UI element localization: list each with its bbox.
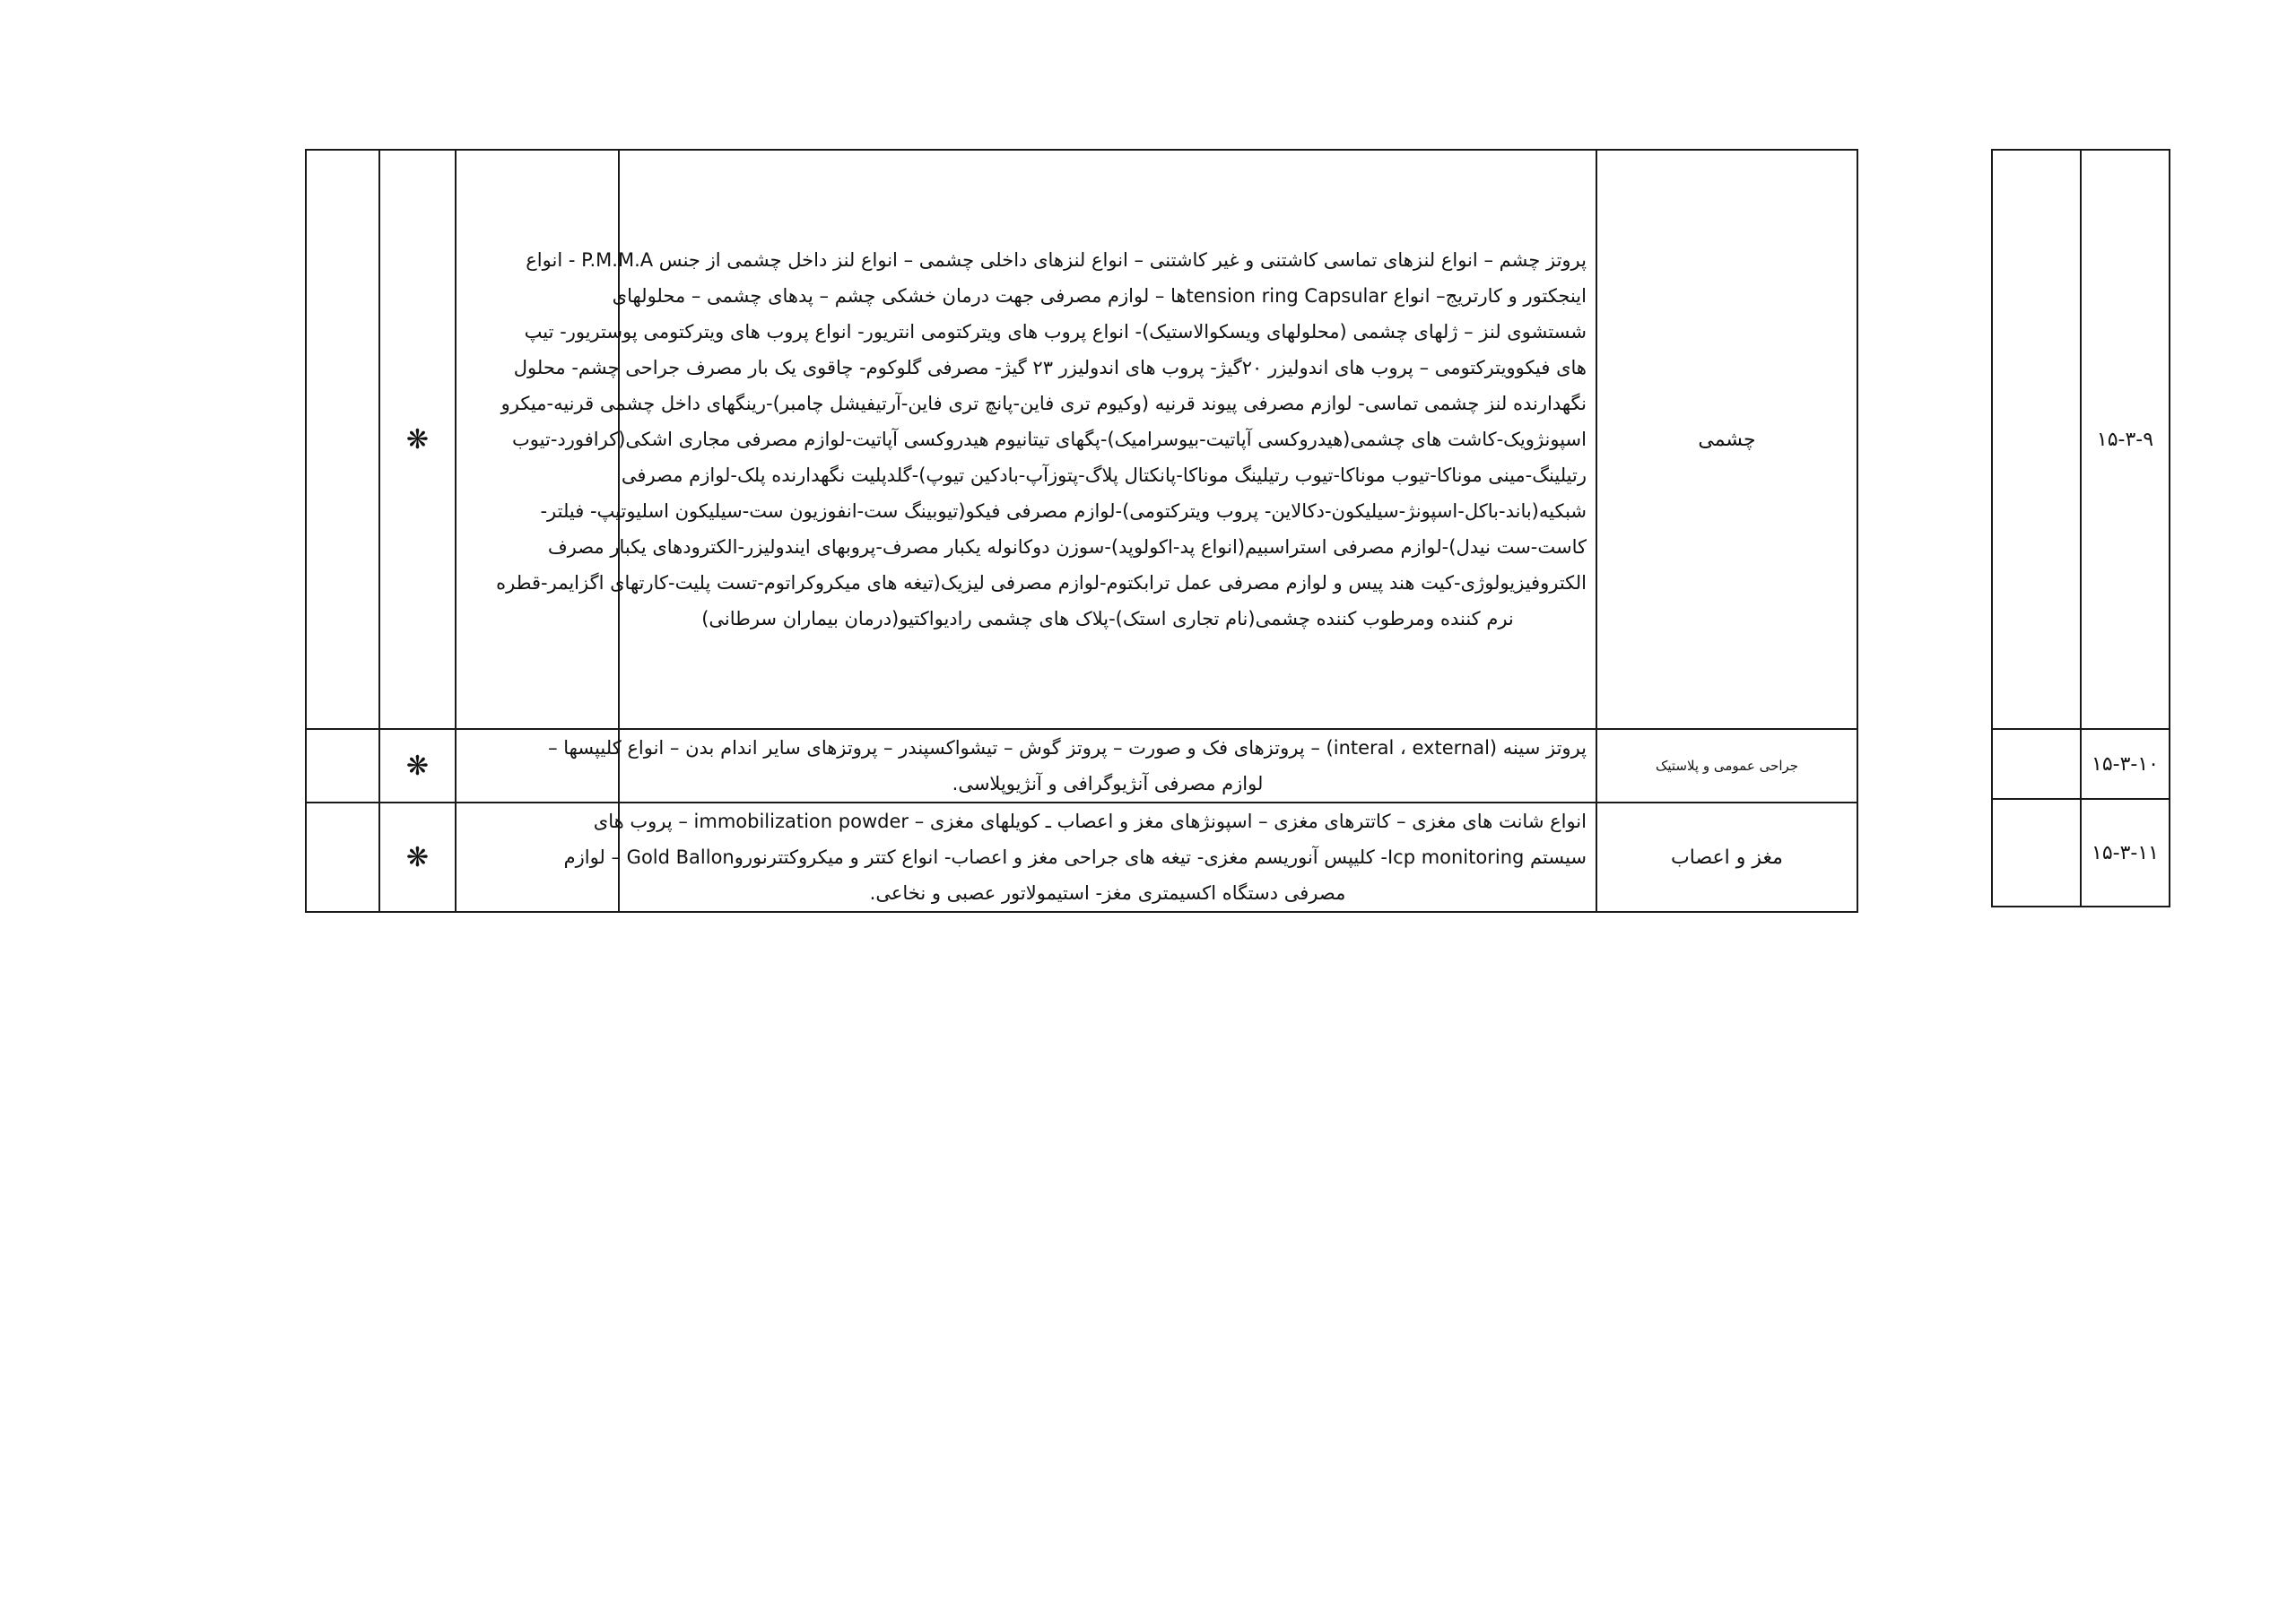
description-line: مصرفی دستگاه اکسیمتری مغز- استیمولاتور عصبی و نخاعی. [869, 882, 1346, 904]
description-cell [548, 729, 1596, 803]
description-line: رتیلینگ-مینی موناکا-تیوب موناکا-تیوب رتیلینگ موناکا-پانکتال پلاگ-پتوزآپ-بادکین تیوپ)-گلدپلیت نگهدارنده پلک-لوازم مصرفی [621, 464, 1587, 486]
asterisk-mark-icon: ❋ [379, 150, 456, 729]
empty-cell [1992, 729, 2081, 799]
table-row [306, 729, 1857, 803]
description-line: الکتروفیزیولوژی-کیت هند پیس و لوازم مصرفی عمل ترابکتوم-لوازم مصرفی لیزیک(تیغه های میکروکراتوم-تست پلیت-کارتهای اگزایمر-قطره [496, 572, 1587, 594]
description-line: شبکیه(باند-باکل-اسپونژ-سیلیکون-دکالاین- پروب ویترکتومی)-لوازم مصرفی فیکو(تیوبینگ ست-انفوزیون ست-سیلیکون اسلیوتیپ- فیلتر- [540, 500, 1587, 522]
asterisk-mark-icon: ❋ [379, 729, 456, 803]
description-line: نرم کننده ومرطوب کننده چشمی(نام تجاری استک)-پلاک های چشمی رادیواکتیو(درمان بیماران سرطانی) [701, 608, 1514, 629]
description-line: لوازم مصرفی آنژیوگرافی و آنژیوپلاسی. [952, 773, 1264, 794]
description-line: سیستم Icp monitoring- کلیپس آنوریسم مغزی- تیغه های جراحی مغز و اعصاب- انواع کتتر و میکروکتترنوروGold Ballon – لوازم [563, 846, 1587, 868]
empty-cell [1992, 150, 2081, 729]
description-line: اینجکتور و کارتریج– انواع tension ring Capsularها – لوازم مصرفی جهت درمان خشکی چشم – پدهای چشمی – محلولهای [612, 285, 1587, 307]
table-row [1992, 799, 2170, 907]
description-line: کاست-ست نیدل)-لوازم مصرفی استراسبیم(انواع پد-اکولوپد)-سوزن دوکانوله یکبار مصرف-پروبهای ایندولیزر-الکترودهای یکبار مصرف [547, 536, 1587, 558]
description-cell [496, 150, 1596, 729]
table-row [1992, 729, 2170, 799]
empty-cell [1992, 799, 2081, 907]
category-cell: مغز و اعصاب [1596, 803, 1857, 912]
category-cell: چشمی [1596, 150, 1857, 729]
asterisk-mark-icon: ❋ [379, 803, 456, 912]
category-cell: جراحی عمومی و پلاستیک [1596, 729, 1857, 803]
table-row [306, 150, 1857, 729]
empty-cell [306, 803, 379, 912]
description-line: های فیکوویترکتومی – پروب های اندولیزر ۲۰گیژ- پروب های اندولیزر ۲۳ گیژ- مصرفی گلوکوم- چاقوی یک بار مصرف جراحی چشم- محلول [513, 357, 1587, 378]
table-row [1992, 150, 2170, 729]
description-cell [563, 803, 1596, 912]
item-code: ۱۵-۳-۱۱ [2081, 799, 2170, 907]
description-line: شستشوی لنز – ژلهای چشمی (محلولهای ویسکوالاستیک)- انواع پروب های ویترکتومی انتریور- انواع پروب های ویترکتومی پوستریور- تیپ [524, 321, 1587, 343]
table-row [306, 803, 1857, 912]
description-line: نگهدارنده لنز چشمی تماسی- لوازم مصرفی پیوند قرنیه (وکیوم تری فاین-پانچ تری فاین-آرتیفیشل چامبر)-رینگهای داخل چشمی قرنیه-میکرو [500, 393, 1587, 414]
description-line: انواع شانت های مغزی – کاتترهای مغزی – اسپونژهای مغز و اعصاب ـ کویلهای مغزی – immobilization powder – پروب های [593, 811, 1587, 832]
item-code: ۱۵-۳-۹ [2081, 150, 2170, 729]
description-line: پروتز سینه (interal ، external) – پروتزهای فک و صورت – پروتز گوش – تیشواکسپندر – پروتزهای سایر اندام بدن – انواع کلیپسها – [548, 737, 1587, 759]
empty-cell [306, 150, 379, 729]
items-table [305, 149, 1858, 913]
empty-cell [306, 729, 379, 803]
code-table [1991, 149, 2170, 907]
item-code: ۱۵-۳-۱۰ [2081, 729, 2170, 799]
description-line: اسپونژویک-کاشت های چشمی(هیدروکسی آپاتیت-بیوسرامیک)-پگهای تیتانیوم هیدروکسی آپاتیت-لوازم مصرفی مجاری اشکی(کرافورد-تیوب [512, 429, 1587, 450]
description-line: پروتز چشم – انواع لنزهای تماسی کاشتنی و غیر کاشتنی – انواع لنزهای داخلی چشمی – انواع لنز داخل چشمی از جنس P.M.M.A - انواع [526, 249, 1587, 271]
